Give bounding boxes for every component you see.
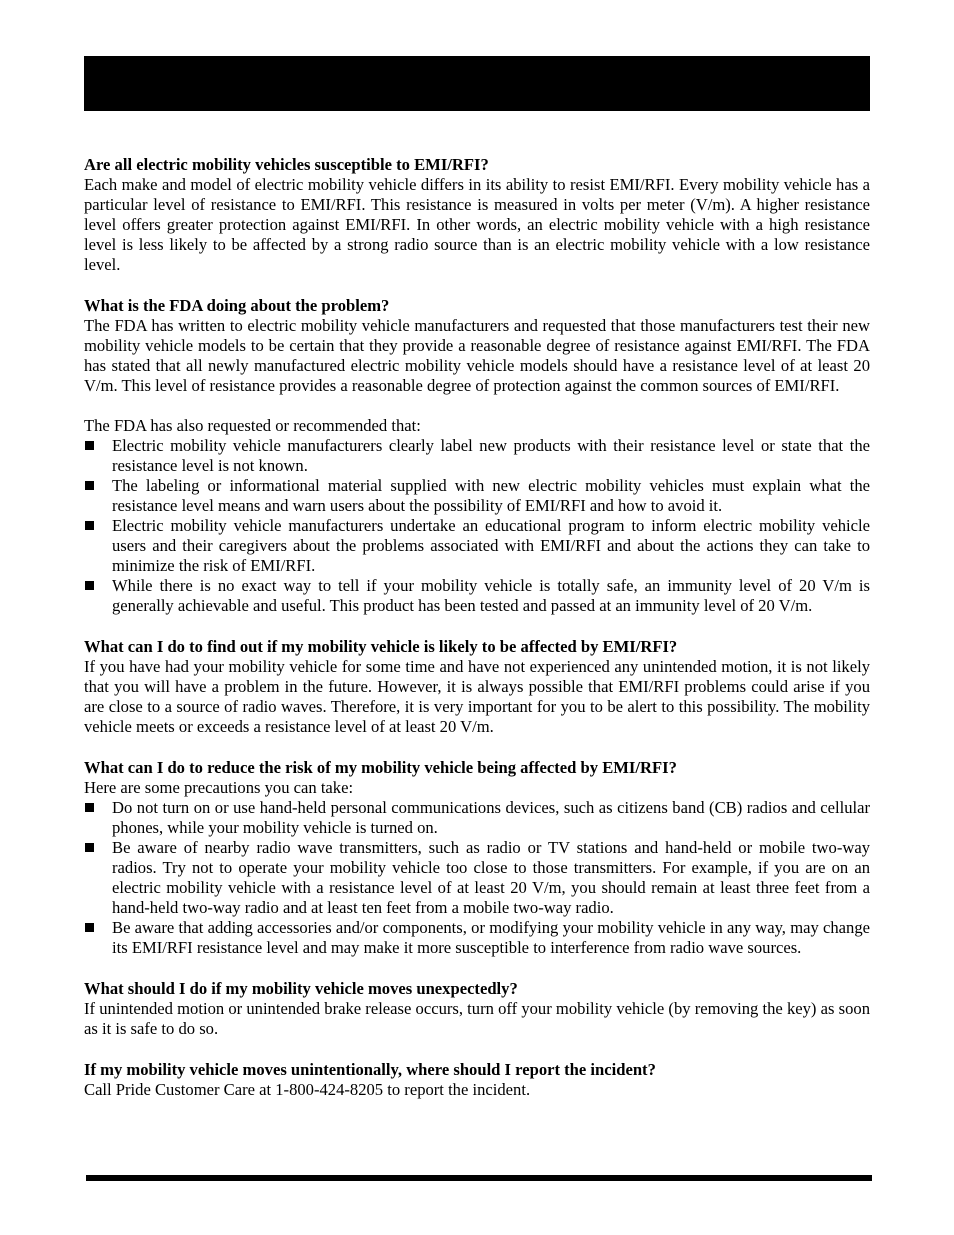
section-paragraph: The FDA has also requested or recommended that: — [84, 416, 421, 435]
section-paragraph: Here are some precautions you can take: — [84, 778, 354, 797]
section-unexpected-motion — [84, 979, 870, 1039]
square-bullet-icon — [85, 923, 94, 932]
section-paragraph: The FDA has written to electric mobility vehicle manufacturers and requested that those manufacturers test their new mobility vehicle models to be certain that they provide a reasonable degree of resistance against EMI/RFI. The FDA has stated that all newly manufactured electric mobility vehicle models should have a resistance level of at least 20 V/m. This level of resistance provides a reasonable degree of protection against the common sources of EMI/RFI. — [84, 316, 870, 395]
square-bullet-icon — [85, 803, 94, 812]
header-bar — [84, 56, 870, 111]
fda-recommendations-list — [84, 436, 870, 616]
section-paragraph: Each make and model of electric mobility vehicle differs in its ability to resist EMI/RFI. Every mobility vehicle has a particular level of resistance to EMI/RFI. This resistance is measured in volts per meter (V/m). A higher resistance level offers greater protection against EMI/RFI. In other words, an electric mobility vehicle with a high resistance level is less likely to be affected by a strong radio source than is an electric mobility vehicle with a low resistance level. — [84, 175, 870, 274]
square-bullet-icon — [85, 481, 94, 490]
list-item — [84, 476, 870, 516]
section-question: If my mobility vehicle moves unintentionally, where should I report the incident? — [84, 1060, 656, 1079]
section-paragraph: If unintended motion or unintended brake release occurs, turn off your mobility vehicle (by removing the key) as soon as it is safe to do so. — [84, 999, 870, 1038]
list-item — [84, 918, 870, 958]
section-reduce-risk — [84, 758, 870, 958]
list-item — [84, 838, 870, 918]
section-emi-susceptibility — [84, 155, 870, 275]
section-paragraph: Call Pride Customer Care at 1-800-424-8205 to report the incident. — [84, 1080, 531, 1099]
section-report-incident — [84, 1060, 870, 1100]
list-item — [84, 436, 870, 476]
section-paragraph: If you have had your mobility vehicle for some time and have not experienced any unintended motion, it is not likely that you will have a problem in the future. However, it is always possible that EMI/RFI problems could arise if you are close to a source of radio waves. Therefore, it is very important for you to be alert to this possibility. The mobility vehicle meets or exceeds a resistance level of at least 20 V/m. — [84, 657, 870, 736]
list-item-text: While there is no exact way to tell if your mobility vehicle is totally safe, an immunity level of 20 V/m is generally achievable and useful. This product has been tested and passed at an immunity level of 20 V/m. — [112, 576, 870, 615]
precautions-list — [84, 798, 870, 958]
list-item — [84, 576, 870, 616]
section-question: What can I do to find out if my mobility vehicle is likely to be affected by EMI/RFI? — [84, 637, 678, 656]
footer-rule — [86, 1175, 872, 1181]
list-item-text: Be aware that adding accessories and/or components, or modifying your mobility vehicle in any way, may change its EMI/RFI resistance level and may make it more susceptible to interference from radio wave sources. — [112, 918, 870, 957]
list-item-text: Electric mobility vehicle manufacturers clearly label new products with their resistance level or state that the resistance level is not known. — [112, 436, 870, 475]
section-question: What should I do if my mobility vehicle moves unexpectedly? — [84, 979, 518, 998]
square-bullet-icon — [85, 843, 94, 852]
list-item-text: Electric mobility vehicle manufacturers undertake an educational program to inform electric mobility vehicle users and their caregivers about the problems associated with EMI/RFI and about the actions they can take to minimize the risk of EMI/RFI. — [112, 516, 870, 575]
section-question: What is the FDA doing about the problem? — [84, 296, 390, 315]
section-fda-actions — [84, 296, 870, 616]
list-item-text: Be aware of nearby radio wave transmitters, such as radio or TV stations and hand-held or mobile two-way radios. Try not to operate your mobility vehicle too close to those transmitters. For example, if you are on an electric mobility vehicle with a resistance level of at least 20 V/m, you should remain at least three feet from a hand-held two-way radio and at least ten feet from a mobile two-way radio. — [112, 838, 870, 917]
list-item — [84, 516, 870, 576]
section-find-out — [84, 637, 870, 737]
document-body — [84, 155, 870, 1121]
square-bullet-icon — [85, 581, 94, 590]
square-bullet-icon — [85, 521, 94, 530]
section-question: Are all electric mobility vehicles susceptible to EMI/RFI? — [84, 155, 489, 174]
list-item-text: The labeling or informational material supplied with new electric mobility vehicles must explain what the resistance level means and warn users about the possibility of EMI/RFI and how to avoid it. — [112, 476, 870, 515]
list-item-text: Do not turn on or use hand-held personal communications devices, such as citizens band (CB) radios and cellular phones, while your mobility vehicle is turned on. — [112, 798, 870, 837]
square-bullet-icon — [85, 441, 94, 450]
section-question: What can I do to reduce the risk of my mobility vehicle being affected by EMI/RFI? — [84, 758, 677, 777]
list-item — [84, 798, 870, 838]
